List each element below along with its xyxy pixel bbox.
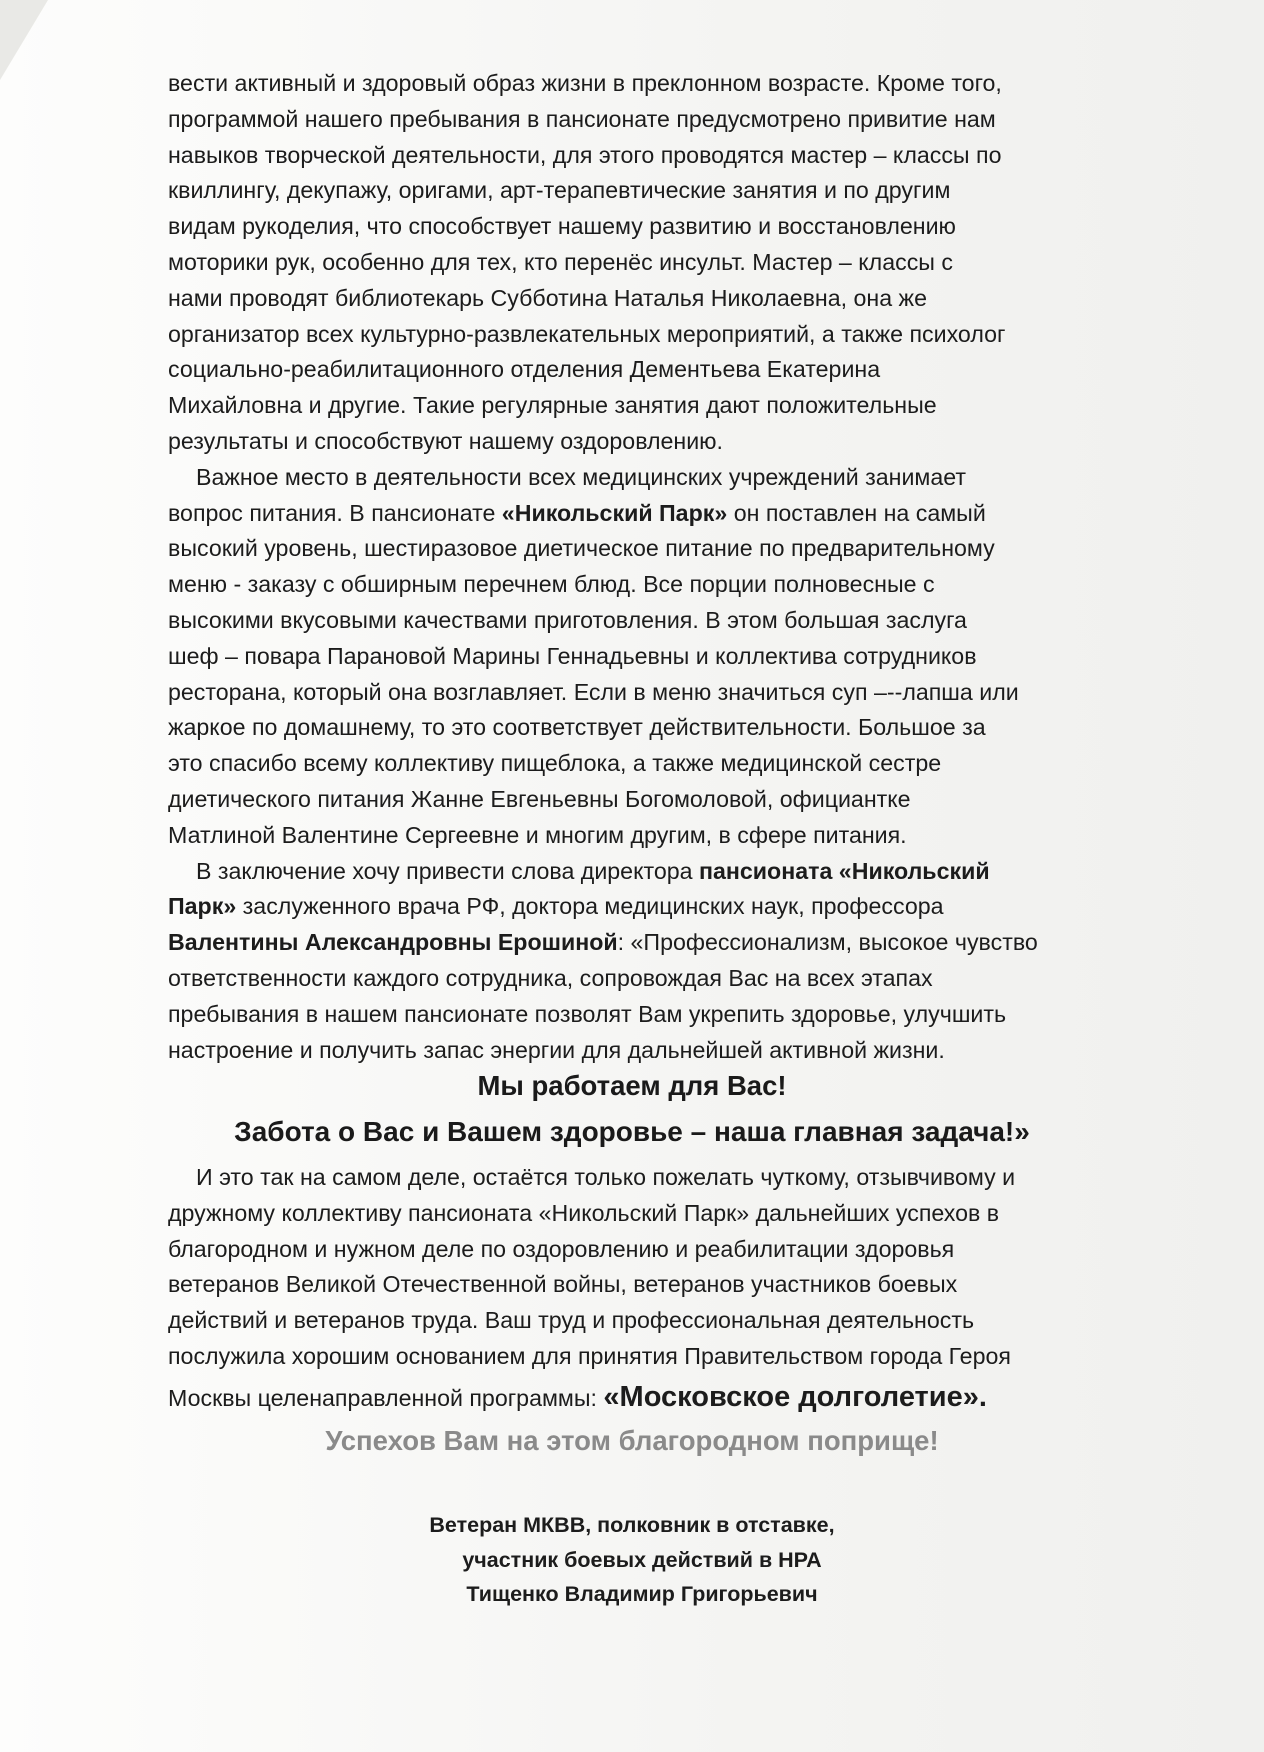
- text-line: Михайловна и другие. Такие регулярные занятия дают положительные: [168, 392, 937, 419]
- motto-line-1: Мы работаем для Вас!: [477, 1070, 787, 1101]
- text-line: диетического питания Жанне Евгеньевны Богомоловой, официантке: [168, 785, 911, 812]
- text-fragment: заслуженного врача РФ, доктора медицинских наук, профессора: [236, 893, 944, 920]
- program-name: «Московское долголетие».: [603, 1380, 987, 1413]
- text-line: благородном и нужном деле по оздоровлению и реабилитации здоровья: [168, 1235, 955, 1262]
- text-line: шеф – повара Парановой Марины Геннадьевны и коллектива сотрудников: [168, 642, 977, 669]
- paragraph-activities: [168, 66, 1138, 460]
- text-line: результаты и способствуют нашему оздоровлению.: [168, 427, 723, 454]
- wish-line: Успехов Вам на этом благородном поприще!: [325, 1425, 939, 1456]
- text-line: [168, 889, 1138, 925]
- text-fragment: вопрос питания. В пансионате: [168, 499, 502, 526]
- text-line: [168, 854, 1138, 890]
- paragraph-conclusion: [168, 854, 1138, 1069]
- text-line: ресторана, который она возглавляет. Если в меню значиться суп –--лапша или: [168, 678, 1019, 705]
- motto-line-2: Забота о Вас и Вашем здоровье – наша главная задача!»: [234, 1116, 1030, 1147]
- text-line: [168, 925, 1138, 961]
- text-line: организатор всех культурно-развлекательных мероприятий, а также психолог: [168, 320, 1006, 347]
- text-line: ответственности каждого сотрудника, сопровождая Вас на всех этапах: [168, 964, 933, 991]
- text-line: ветеранов Великой Отечественной войны, ветеранов участников боевых: [168, 1271, 958, 1298]
- text-line: [168, 1375, 1138, 1419]
- text-line: дружному коллективу пансионата «Никольский Парк» дальнейших успехов в: [168, 1199, 1000, 1226]
- text-line: навыков творческой деятельности, для этого проводятся мастер – классы по: [168, 141, 1002, 168]
- text-line: видам рукоделия, что способствует нашему развитию и восстановлению: [168, 213, 956, 240]
- bold-fragment: Парк»: [168, 893, 237, 920]
- text-line: высокий уровень, шестиразовое диетическое питание по предварительному: [168, 535, 995, 562]
- text-line: И это так на самом деле, остаётся только пожелать чуткому, отзывчивому и: [196, 1164, 1016, 1190]
- text-line: это спасибо всему коллективу пищеблока, а также медицинской сестре: [168, 750, 942, 777]
- folded-corner: [0, 0, 48, 80]
- text-line: вести активный и здоровый образ жизни в преклонном возрасте. Кроме того,: [168, 70, 1002, 96]
- closing-paragraph: [168, 1160, 1138, 1419]
- text-line: послужила хорошим основанием для принятия Правительством города Героя: [168, 1342, 1011, 1369]
- text-fragment: В заключение хочу привести слова директора: [196, 857, 699, 884]
- signature-line-2: участник боевых действий в НРА: [462, 1547, 822, 1572]
- text-line: [168, 496, 1138, 532]
- pension-name: «Никольский Парк»: [501, 499, 728, 526]
- text-fragment: он поставлен на самый: [727, 499, 986, 526]
- text-line: Матлиной Валентине Сергеевне и многим другим, в сфере питания.: [168, 821, 907, 848]
- text-line: социально-реабилитационного отделения Дементьева Екатерина: [168, 356, 881, 383]
- signature-line-3: Тищенко Владимир Григорьевич: [466, 1582, 818, 1606]
- text-line: программой нашего пребывания в пансионате предусмотрено привитие нам: [168, 105, 996, 132]
- text-line: Важное место в деятельности всех медицинских учреждений занимает: [196, 463, 966, 490]
- bold-fragment: пансионата «Никольский: [698, 857, 990, 884]
- signature-block: [0, 1508, 1264, 1612]
- text-line: квиллингу, декупажу, оригами, арт-терапевтические занятия и по другим: [168, 177, 951, 204]
- text-line: настроение и получить запас энергии для дальнейшей активной жизни.: [168, 1036, 945, 1063]
- text-line: пребывания в нашем пансионате позволят Вам укрепить здоровье, улучшить: [168, 1000, 1007, 1027]
- text-line: жаркое по домашнему, то это соответствует действительности. Большое за: [168, 714, 986, 741]
- article-body: [168, 66, 1138, 1068]
- text-line: моторики рук, особенно для тех, кто перенёс инсульт. Мастер – классы с: [168, 248, 953, 275]
- text-fragment: Москвы целенаправленной программы:: [168, 1384, 604, 1411]
- paragraph-nutrition: [168, 460, 1138, 854]
- text-line: нами проводят библиотекарь Субботина Наталья Николаевна, она же: [168, 284, 927, 311]
- signature-line-1: Ветеран МКВВ, полковник в отставке,: [429, 1513, 835, 1537]
- director-name: Валентины Александровны Ерошиной: [168, 929, 618, 956]
- text-line: высокими вкусовыми качествами приготовления. В этом большая заслуга: [168, 606, 967, 633]
- text-line: действий и ветеранов труда. Ваш труд и профессиональная деятельность: [168, 1307, 975, 1334]
- text-line: меню - заказу с обширным перечнем блюд. Все порции полновесные с: [168, 571, 935, 598]
- text-fragment: : «Профессионализм, высокое чувство: [617, 929, 1038, 956]
